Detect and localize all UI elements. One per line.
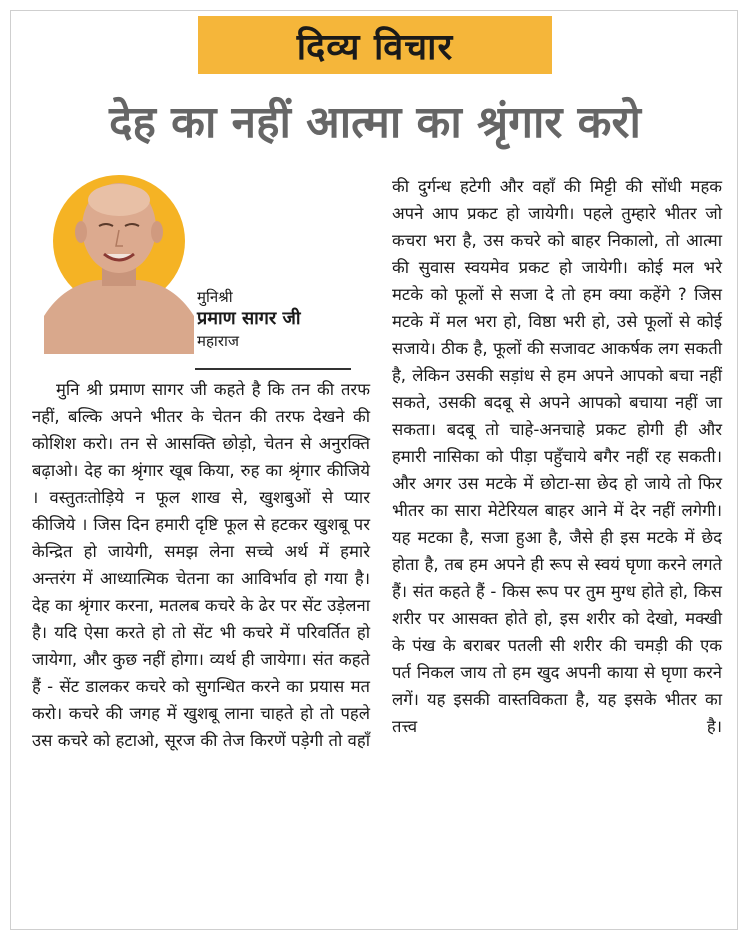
author-name: प्रमाण सागर जी [197,308,301,329]
section-banner [198,16,552,74]
author-suffix: महाराज [197,332,239,350]
article-column-right: की दुर्गन्ध हटेगी और वहाँ की मिट्टी की सोंधी महक अपने आप प्रकट हो जायेगी। पहले तुम्हारे भीतर जो कचरा भरा है, उस कचरे को बाहर निकालो, तो आत्मा की सुवास स्वयमेव प्रकट हो जायेगी। कोई मल भरे मटके को फूलों से सजा दे तो हम क्या कहेंगे ? जिस मटके में मल भरा हो, विष्ठा भरी हो, उसे फूलों से कोई सजाये। ठीक है, फूलों की सजावट आकर्षक लग सकती है, लेकिन उसकी सड़ांध से हम अपने आपको बचा नहीं सकते, उसकी बदबू से अपने आपको बचाया नहीं जा सकता। बदबू तो चाहे-अनचाहे प्रकट होगी ही और हमारी नासिका को पीड़ा पहुँचाये बगैर नहीं रह सकती। और अगर उस मटके में छोटा-सा छेद हो जाये तो फिर भीतर का सारा मेटेरियल बाहर आने में देर नहीं लगेगी। यह मटका है, सजा हुआ है, जैसे ही इस मटके में छेद होता है, तब हम अपने ही रूप से स्वयं घृणा करने लगते हैं। संत कहते हैं - किस रूप पर तुम मुग्ध होते हो, किस शरीर पर आसक्त होते हो, इस शरीर को देखो, मक्खी के पंख के बराबर पतली सी शरीर की चमड़ी की एक पर्त निकल जाय तो हम खुद अपनी काया से घृणा करने लगें। यह इसकी वास्तविकता है, यह इसके भीतर का तत्त्व है। [392,177,722,736]
headline: देह का नहीं आत्मा का श्रृंगार करो [109,97,641,148]
author-prefix: मुनिश्री [197,288,233,306]
author-portrait [44,166,194,354]
article-column-left: मुनि श्री प्रमाण सागर जी कहते है कि तन की तरफ नहीं, बल्कि अपने भीतर के चेतन की तरफ देखने की कोशिश करो। तन से आसक्ति छोड़ो, चेतन से अनुरक्ति बढ़ाओ। देह का श्रृंगार खूब किया, रुह का श्रृंगार कीजिये । वस्तुतःतोड़िये न फूल शाख से, खुशबुओं से प्यार कीजिये । जिस दिन हमारी दृष्टि फूल से हटकर खुशबू पर केन्द्रित हो जायेगी, समझ लेना सच्चे अर्थ में हमारे अन्तरंग में आध्यात्मिक चेतना का आविर्भाव हो गया है। देह का श्रृंगार करना, मतलब कचरे के ढेर पर सेंट उड़ेलना है। यदि ऐसा करते हो तो सेंट भी कचरे में परिवर्तित हो जायेगा, और कुछ नहीं होगा। व्यर्थ ही जायेगा। संत कहते हैं - सेंट डालकर कचरे को सुगन्धित करने का प्रयास मत करो। कचरे की जगह में खुशबू लाना चाहते हो तो पहले उस कचरे को हटाओ, सूरज की तेज किरणें पड़ेगी तो वहाँ [32,380,370,750]
author-byline [197,287,367,351]
section-title: दिव्य विचार [296,26,454,68]
byline-divider [195,368,351,370]
